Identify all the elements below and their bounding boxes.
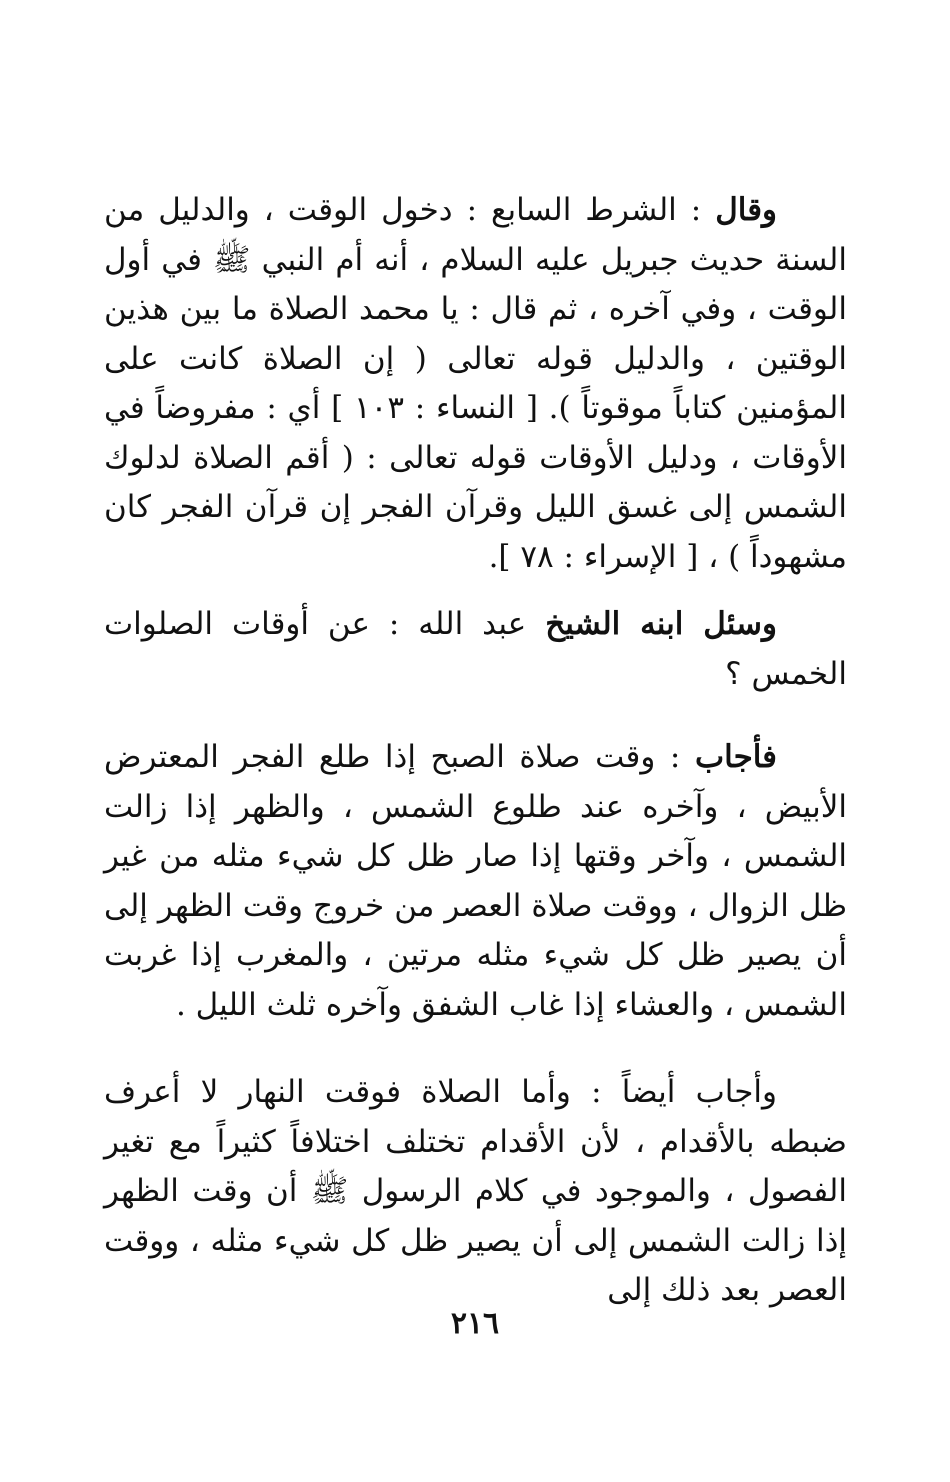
paragraph-lead: وقال [715,192,777,228]
paragraph-answer [104,733,847,1030]
paragraph-gap [104,582,847,600]
paragraph-text: : الشرط السابع : دخول الوقت ، والدليل من السنة حديث جبريل عليه السلام ، أنه أم النبي ﷺ في أول الوقت ، وفي آخره ، ثم قال : يا محمد الصلاة ما بين هذين الوقتين ، والدليل قوله تعالى ( إن الصلاة كانت على المؤمنين كتاباً موقوتاً ). [ النساء : ١٠٣ ] أي : مفروضاً في الأوقات ، ودليل الأوقات قوله تعالى : ( أقم الصلاة لدلوك الشمس إلى غسق الليل وقرآن الفجر إن قرآن الفجر كان مشهوداً ) ، [ الإسراء : ٧٨ ]. [104,192,847,575]
paragraph-text: عبد الله : عن أوقات الصلوات الخمس ؟ [104,606,847,692]
paragraph-lead: فأجاب [694,739,777,775]
page-body [104,186,847,1316]
paragraph-gap [104,1030,847,1068]
paragraph-lead: وسئل ابنه الشيخ [545,606,777,642]
paragraph-text: : وقت صلاة الصبح إذا طلع الفجر المعترض الأبيض ، وآخره عند طلوع الشمس ، والظهر إذا زالت الشمس ، وآخر وقتها إذا صار ظل كل شيء مثله من غير ظل الزوال ، ووقت صلاة العصر من خروج وقت الظهر إلى أن يصير ظل كل شيء مثله مرتين ، والمغرب إذا غربت الشمس ، والعشاء إذا غاب الشفق وآخره ثلث الليل . [104,739,847,1023]
paragraph-gap [104,699,847,733]
paragraph-question [104,600,847,699]
paragraph-text: وأجاب أيضاً : وأما الصلاة فوقت النهار لا أعرف ضبطه بالأقدام ، لأن الأقدام تختلف اختلافاً كثيراً مع تغير الفصول ، والموجود في كلام الرسول ﷺ أن وقت الظهر إذا زالت الشمس إلى أن يصير ظل كل شيء مثله ، ووقت العصر بعد ذلك إلى [104,1074,847,1308]
paragraph-answer-also [104,1068,847,1316]
page-number: ٢١٦ [450,1306,500,1341]
paragraph-condition-time [104,186,847,582]
